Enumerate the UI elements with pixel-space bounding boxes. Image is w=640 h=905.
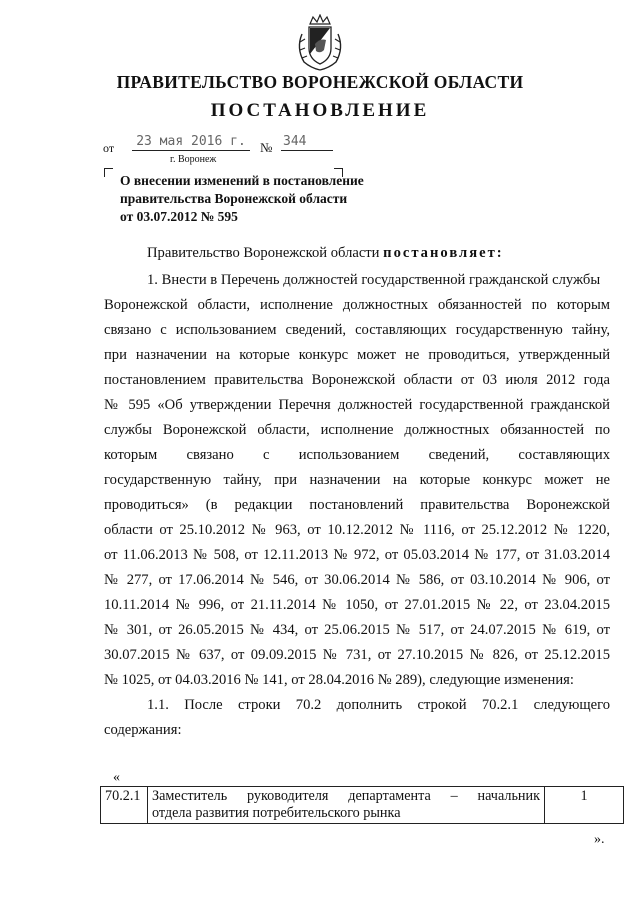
row-title bbox=[148, 787, 545, 824]
positions-table bbox=[100, 786, 624, 824]
paragraph-1-line: № 277, от 17.06.2014 № 546, от 30.06.2014 № 586, от 03.10.2014 № 906, от bbox=[104, 572, 610, 588]
paragraph-1-line: службы Воронежской области, исполнение должностных обязанностей по bbox=[104, 422, 610, 438]
paragraph-1-line: 10.11.2014 № 996, от 21.11.2014 № 1050, от 27.01.2015 № 22, от 23.04.2015 bbox=[104, 597, 610, 613]
paragraph-1-1-line: содержания: bbox=[104, 722, 182, 738]
paragraph-1-line: проводиться» (в редакции постановлений правительства Воронежской bbox=[104, 497, 610, 513]
paragraph-1-line: № 301, от 26.05.2015 № 434, от 25.06.2015 № 517, от 24.07.2015 № 619, от bbox=[104, 622, 610, 638]
paragraph-1-line: при назначении на которые конкурс может не проводиться, утвержденный bbox=[104, 347, 610, 363]
decree-number: 344 bbox=[281, 134, 333, 151]
subject-line: правительства Воронежской области bbox=[120, 191, 348, 206]
table-row bbox=[101, 787, 624, 824]
paragraph-1-line: области от 25.10.2012 № 963, от 10.12.2012 № 1116, от 25.12.2012 № 1220, bbox=[104, 522, 610, 538]
city: г. Воронеж bbox=[170, 154, 217, 165]
subject-corner-left bbox=[104, 168, 113, 177]
subject-line: от 03.07.2012 № 595 bbox=[120, 209, 238, 224]
subject-line: О внесении изменений в постановление bbox=[120, 173, 364, 188]
paragraph-1-line: 30.07.2015 № 637, от 09.09.2015 № 731, от 27.10.2015 № 826, от 25.12.2015 bbox=[104, 647, 610, 663]
intro-line bbox=[147, 245, 504, 262]
row-title-line: Заместитель руководителя департамента – начальник bbox=[152, 788, 540, 804]
paragraph-1-line: постановлением правительства Воронежской области от 03 июля 2012 года bbox=[104, 372, 610, 388]
intro-prefix: Правительство Воронежской области bbox=[147, 245, 380, 261]
number-label: № bbox=[260, 140, 273, 155]
paragraph-1-line: 1. Внести в Перечень должностей государственной гражданской службы bbox=[147, 272, 601, 288]
paragraph-1-line: связано с использованием сведений, составляющих государственную тайну, bbox=[104, 322, 610, 338]
row-count: 1 bbox=[545, 787, 624, 824]
row-code: 70.2.1 bbox=[101, 787, 148, 824]
paragraph-1-line: № 1025, от 04.03.2016 № 141, от 28.04.2016 № 289), следующие изменения: bbox=[104, 672, 574, 688]
decree-date: 23 мая 2016 г. bbox=[132, 134, 250, 151]
intro-resolves: постановляет: bbox=[383, 245, 504, 261]
paragraph-1-1-line: 1.1. После строки 70.2 дополнить строкой 70.2.1 следующего bbox=[147, 697, 610, 713]
coat-of-arms-icon bbox=[293, 14, 347, 72]
open-quote: « bbox=[113, 770, 120, 785]
paragraph-1-line: государственную тайну, при назначении на которые конкурс может не bbox=[104, 472, 610, 488]
paragraph-1-line: от 11.06.2013 № 508, от 12.11.2013 № 972, от 05.03.2014 № 177, от 31.03.2014 bbox=[104, 547, 610, 563]
document-type: ПОСТАНОВЛЕНИЕ bbox=[210, 100, 430, 121]
decree-subject bbox=[120, 172, 364, 226]
government-name: ПРАВИТЕЛЬСТВО ВОРОНЕЖСКОЙ ОБЛАСТИ bbox=[116, 72, 524, 92]
paragraph-1-line: которым связано с использованием сведений, составляющих bbox=[104, 447, 610, 463]
row-title-line: отдела развития потребительского рынка bbox=[152, 805, 401, 821]
date-prefix: от bbox=[103, 141, 115, 155]
paragraph-1-line: № 595 «Об утверждении Перечня должностей государственной гражданской bbox=[104, 397, 610, 413]
close-quote: ». bbox=[594, 832, 605, 847]
paragraph-1-line: Воронежской области, исполнение должностных обязанностей по которым bbox=[104, 297, 610, 313]
